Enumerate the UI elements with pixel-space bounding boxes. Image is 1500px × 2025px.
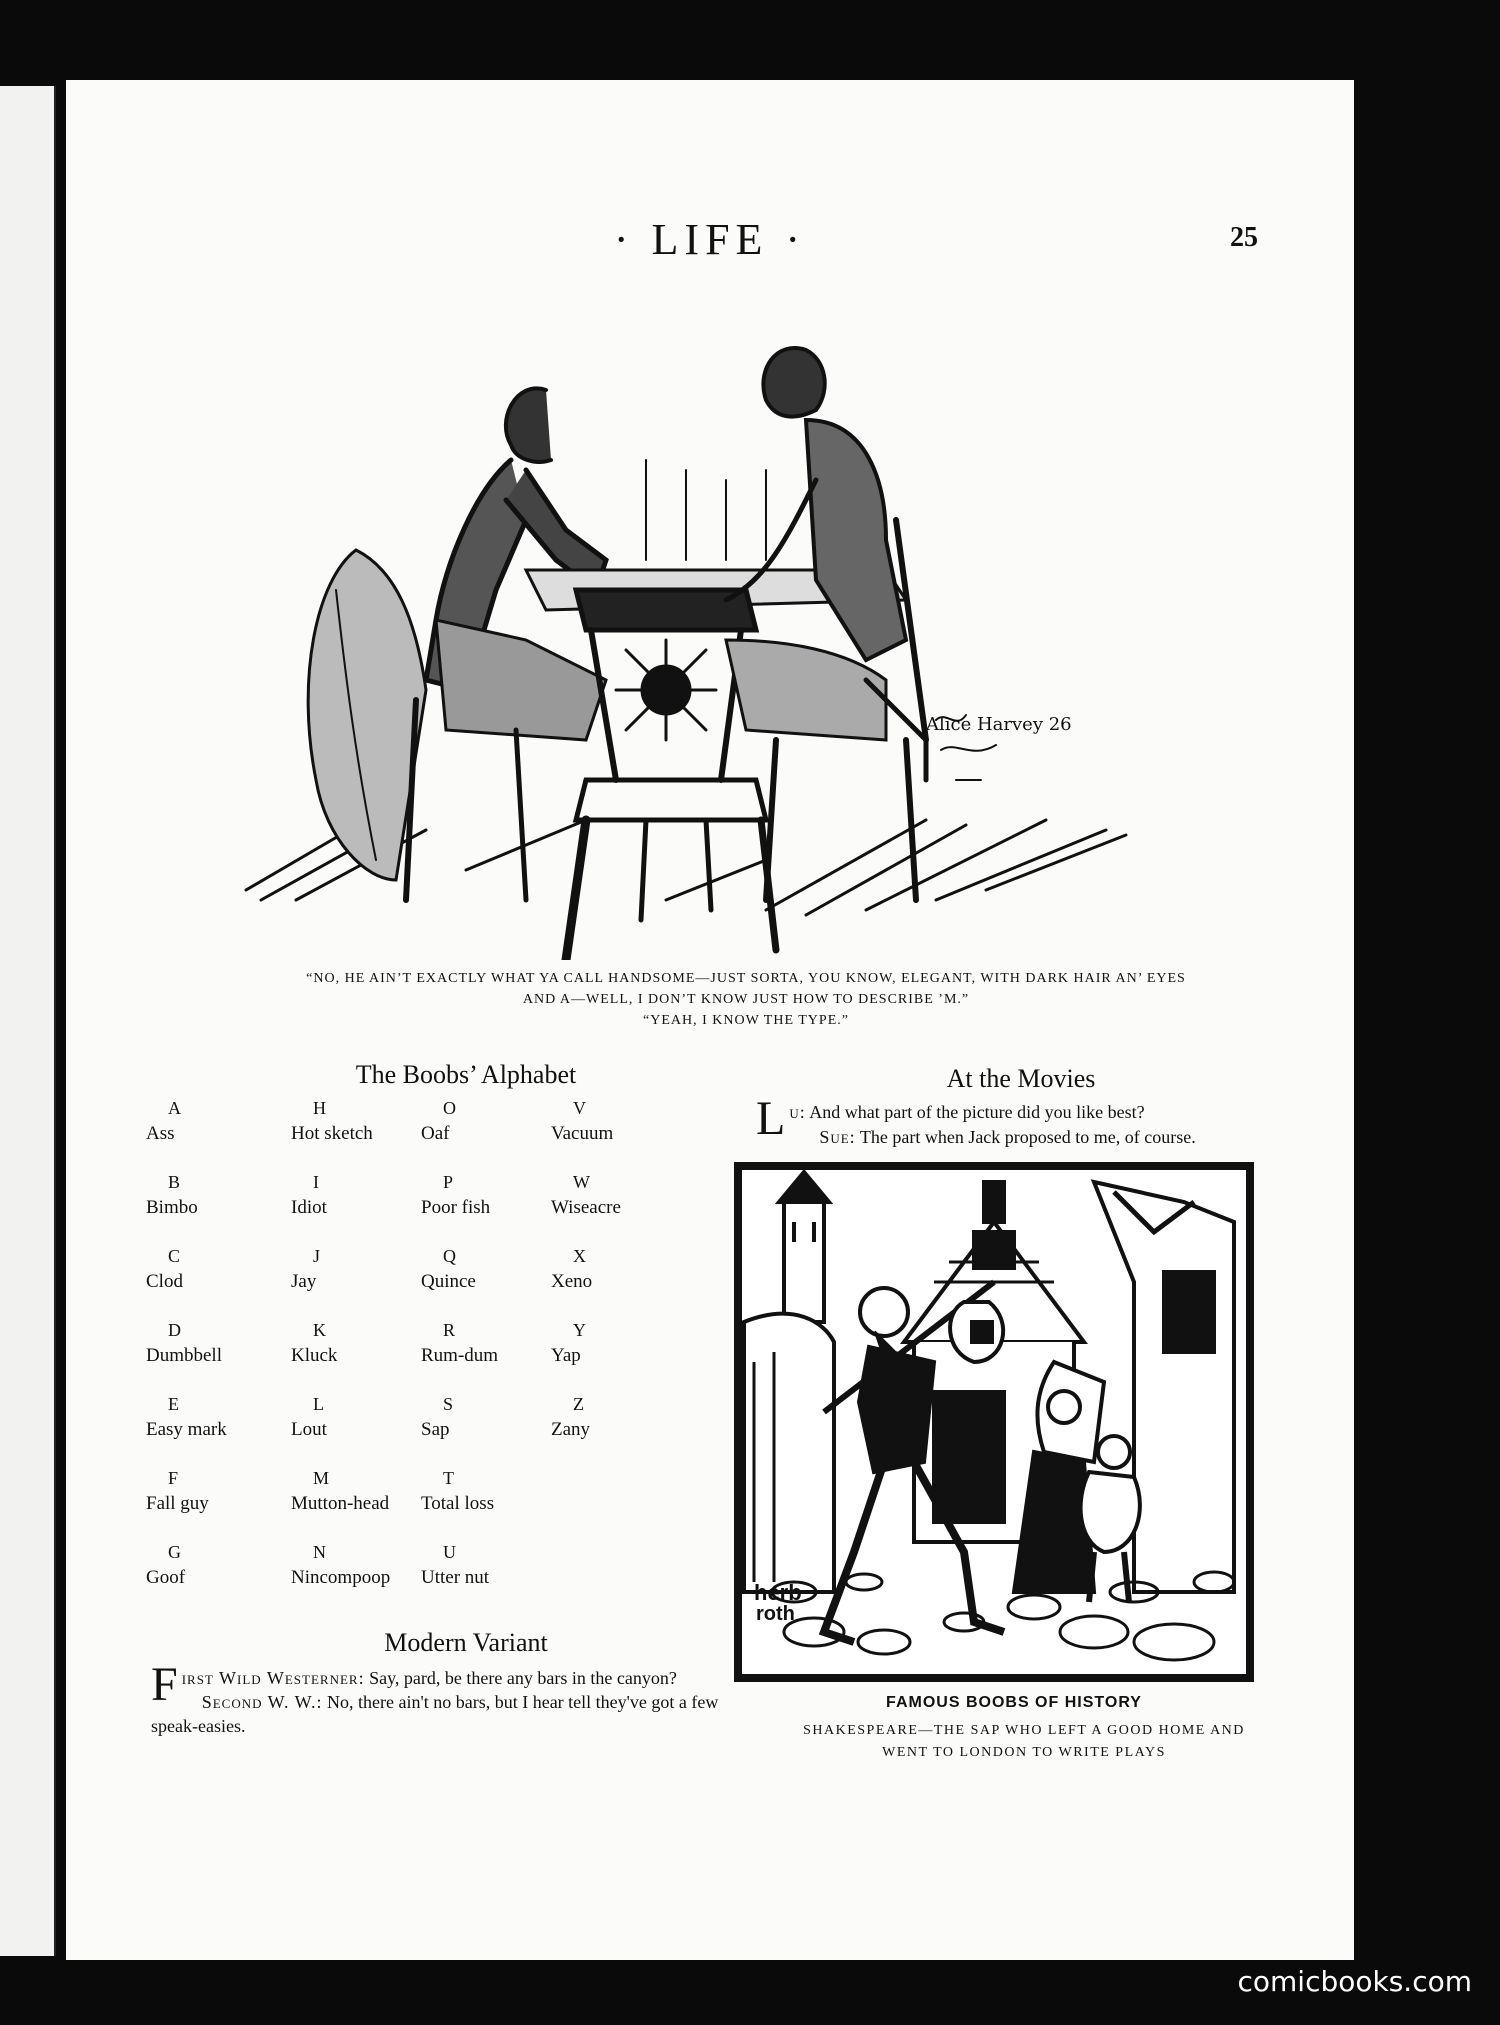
alphabet-word: Rum-dum — [421, 1345, 499, 1366]
alphabet-word: Yap — [551, 1345, 581, 1366]
dialogue-line: Say, pard, be there any bars in the canyon? — [369, 1668, 677, 1688]
alphabet-entry — [291, 1320, 441, 1367]
alphabet-letter: U — [443, 1542, 456, 1562]
alphabet-title: The Boobs’ Alphabet — [355, 1060, 577, 1089]
alphabet-letter: A — [168, 1098, 181, 1118]
caption-line: WENT TO LONDON TO WRITE PLAYS — [882, 1745, 1166, 1760]
alphabet-entry — [551, 1172, 701, 1219]
alphabet-word: Mutton-head — [291, 1493, 390, 1514]
alphabet-entry — [146, 1098, 296, 1145]
alphabet-entry — [551, 1394, 701, 1441]
alphabet-letter: E — [168, 1394, 179, 1414]
speaker-label: Sue: — [819, 1127, 856, 1147]
alphabet-entry — [291, 1098, 441, 1145]
magazine-title: · LIFE · — [613, 215, 807, 264]
woodcut-caption-title: FAMOUS BOOBS OF HISTORY — [886, 1694, 1142, 1711]
alphabet-word: Oaf — [421, 1123, 450, 1144]
alphabet-word: Hot sketch — [291, 1123, 373, 1144]
alphabet-entry — [146, 1246, 296, 1293]
alphabet-letter: N — [313, 1542, 326, 1562]
dropcap: L — [756, 1092, 786, 1145]
woodcut-shakespeare — [734, 1162, 1254, 1682]
dialogue-line: No, there ain't no bars, but I hear tell they've got a few speak-easies. — [151, 1692, 719, 1736]
alphabet-word: Sap — [421, 1419, 450, 1440]
dialogue-line: And what part of the picture did you like best? — [809, 1102, 1145, 1122]
watermark: comicbooks.com — [1237, 1965, 1472, 1998]
woodcut-caption — [734, 1720, 1314, 1764]
alphabet-entry — [551, 1246, 701, 1293]
alphabet-entry — [291, 1246, 441, 1293]
speaker-label: Second W. W.: — [201, 1692, 323, 1712]
alphabet-letter: Y — [573, 1320, 586, 1340]
modern-variant-title: Modern Variant — [384, 1628, 548, 1657]
alphabet-entry — [146, 1542, 296, 1589]
alphabet-letter: F — [168, 1468, 179, 1488]
alphabet-entry — [146, 1394, 296, 1441]
alphabet-word: Vacuum — [551, 1123, 614, 1144]
alphabet-word: Poor fish — [421, 1197, 491, 1218]
alphabet-letter: I — [313, 1172, 319, 1192]
alphabet-letter: H — [313, 1098, 326, 1118]
speaker-label: u: — [789, 1102, 806, 1122]
alphabet-entry — [421, 1542, 571, 1589]
alphabet-entry — [291, 1172, 441, 1219]
alphabet-entry — [291, 1468, 441, 1515]
alphabet-letter: R — [443, 1320, 456, 1340]
alphabet-letter: S — [443, 1394, 454, 1414]
alphabet-entry — [421, 1468, 571, 1515]
alphabet-word: Nincompoop — [291, 1567, 391, 1588]
alphabet-word: Fall guy — [146, 1493, 209, 1514]
speaker-label: irst Wild Westerner: — [181, 1668, 365, 1688]
alphabet-letter: D — [168, 1320, 181, 1340]
alphabet-word: Lout — [291, 1419, 327, 1440]
alphabet-entry — [421, 1320, 571, 1367]
alphabet-letter: L — [313, 1394, 324, 1414]
alphabet-letter: J — [313, 1246, 321, 1266]
alphabet-entry — [551, 1320, 701, 1367]
alphabet-entry — [291, 1542, 441, 1589]
alphabet-letter: M — [313, 1468, 330, 1488]
alphabet-word: Total loss — [421, 1493, 495, 1514]
alphabet-letter: V — [573, 1098, 586, 1118]
alphabet-word: Jay — [291, 1271, 317, 1292]
alphabet-letter: C — [168, 1246, 181, 1266]
alphabet-letter: X — [573, 1246, 586, 1266]
alphabet-letter: T — [443, 1468, 454, 1488]
caption-line: AND A—WELL, I DON’T KNOW JUST HOW TO DESCRIBE ’M.” — [522, 992, 970, 1007]
alphabet-letter: K — [313, 1320, 326, 1340]
modern-variant-dialogue — [151, 1658, 751, 1738]
page-number: 25 — [1230, 222, 1258, 253]
movies-title: At the Movies — [946, 1064, 1096, 1093]
alphabet-word: Idiot — [291, 1197, 327, 1218]
alphabet-word: Bimbo — [146, 1197, 198, 1218]
magazine-page — [66, 80, 1354, 1960]
caption-line: “YEAH, I KNOW THE TYPE.” — [643, 1013, 849, 1028]
alphabet-entry — [146, 1468, 296, 1515]
alphabet-letter: G — [168, 1542, 181, 1562]
alphabet-letter: B — [168, 1172, 181, 1192]
cartoon-women-at-table — [166, 260, 1286, 960]
caption-line: SHAKESPEARE—THE SAP WHO LEFT A GOOD HOME AND — [803, 1723, 1245, 1738]
signature-alice-harvey: Alice Harvey 26 — [926, 714, 1072, 735]
alphabet-word: Easy mark — [146, 1419, 227, 1440]
alphabet-entry — [146, 1172, 296, 1219]
facing-page-edge — [0, 86, 56, 1956]
alphabet-word: Dumbbell — [146, 1345, 222, 1366]
alphabet-word: Zany — [551, 1419, 591, 1440]
alphabet-letter: P — [443, 1172, 454, 1192]
alphabet-entry — [146, 1320, 296, 1367]
alphabet-word: Clod — [146, 1271, 183, 1292]
alphabet-entry — [291, 1394, 441, 1441]
alphabet-entry — [421, 1394, 571, 1441]
alphabet-entry — [421, 1098, 571, 1145]
alphabet-word: Ass — [146, 1123, 175, 1144]
dropcap: F — [151, 1658, 178, 1711]
alphabet-letter: O — [443, 1098, 456, 1118]
signature-herb: herb — [754, 1580, 802, 1605]
alphabet-letter: Q — [443, 1246, 456, 1266]
signature-roth: roth — [756, 1603, 795, 1625]
alphabet-word: Wiseacre — [551, 1197, 621, 1218]
alphabet-word: Goof — [146, 1567, 186, 1588]
cartoon-caption — [196, 968, 1296, 1031]
alphabet-word: Quince — [421, 1271, 476, 1292]
alphabet-entry — [551, 1098, 701, 1145]
movies-dialogue — [756, 1092, 1346, 1150]
caption-line: “NO, HE AIN’T EXACTLY WHAT YA CALL HANDSOME—JUST SORTA, YOU KNOW, ELEGANT, WITH DARK HAIR AN’ EYES — [306, 971, 1186, 986]
alphabet-word: Xeno — [551, 1271, 593, 1292]
alphabet-entry — [421, 1246, 571, 1293]
alphabet-entry — [421, 1172, 571, 1219]
alphabet-word: Kluck — [291, 1345, 338, 1366]
alphabet-letter: W — [573, 1172, 590, 1192]
alphabet-word: Utter nut — [421, 1567, 490, 1588]
dialogue-line: The part when Jack proposed to me, of course. — [859, 1127, 1196, 1147]
alphabet-letter: Z — [573, 1394, 584, 1414]
